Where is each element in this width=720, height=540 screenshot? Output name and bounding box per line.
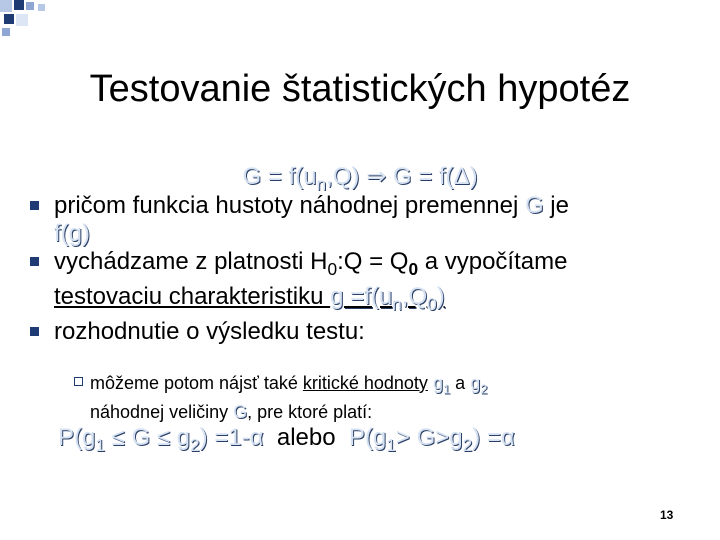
bullet-3-text: rozhodnutie o výsledku testu: [54,317,365,345]
corner-decoration [0,0,720,40]
bullet-2-mid1: :Q = Q [337,248,409,275]
sub-bullet-item [74,372,694,423]
bullet-2-gexpr: $g =f(u_n,Q_0)$ [330,282,445,314]
formula-g-eq-f-delta: G = f(Δ) [392,163,478,190]
corner-square-5 [4,14,14,24]
corner-square-4 [38,4,45,11]
bullet-2-pre: vychádzame z platnosti H [54,248,328,275]
square-bullet-icon [30,327,39,336]
bullet-1-fg: f(g) [54,220,90,247]
page-number: 13 [660,508,674,522]
bullet-item-1 [30,192,710,248]
probability-expression [58,424,515,456]
slide-title: Testovanie štatistických hypotéz [89,68,631,110]
corner-square-6 [16,14,28,26]
bullet-2-mid2: a vypočítame [418,248,568,275]
bullet-item-2 [30,248,710,318]
bullet-2-line2-pre: testovaciu charakteristiku [54,282,331,310]
bullet-2-sub0: 0 [327,258,338,279]
corner-square-7 [2,28,10,36]
sub-bullet-pre: môžeme potom nájsť také [90,373,303,393]
corner-square-2 [14,0,24,10]
hollow-square-bullet-icon [74,377,83,386]
bullet-2-sub1: 0 [408,258,419,279]
square-bullet-icon [30,257,39,266]
bullet-item-3 [30,318,710,346]
alebo-text: alebo [276,424,336,451]
kriticke-hodnoty: kritické hodnoty [302,373,428,393]
probability-1: $P(g_1 \le G \le g_2) =1-\alpha$ [58,424,264,455]
bullet-2-line2 [54,282,445,314]
probability-2: $P(g_1> G>g_2) =\alpha$ [348,424,515,455]
bullet-list [30,192,710,346]
sub-bullet-G: G [233,401,248,422]
bullet-1-g: G [524,192,544,219]
bullet-1-text: pričom funkcia hustoty náhodnej premennej [54,192,525,219]
sub-bullet-a: a [450,373,471,393]
implies-symbol: ⇒ [366,163,387,190]
sub-bullet-line2-post: , pre ktoré platí: [247,401,373,422]
formula-after-sub: ,Q) [326,163,360,190]
corner-square-3 [26,2,34,10]
corner-square-1 [0,0,12,12]
sub-bullet-text [74,372,694,423]
formula-g-eq-f: G = f(u [242,163,317,190]
formula-sub-n: n [316,173,327,194]
bullet-1-mid: je [543,192,569,219]
sub-bullet-line2-pre: náhodnej veličiny [90,401,234,422]
formula-line [0,162,720,195]
g2-label: $g_2$ [470,373,488,397]
g1-label: $g_1$ [432,373,451,397]
square-bullet-icon [30,201,39,210]
